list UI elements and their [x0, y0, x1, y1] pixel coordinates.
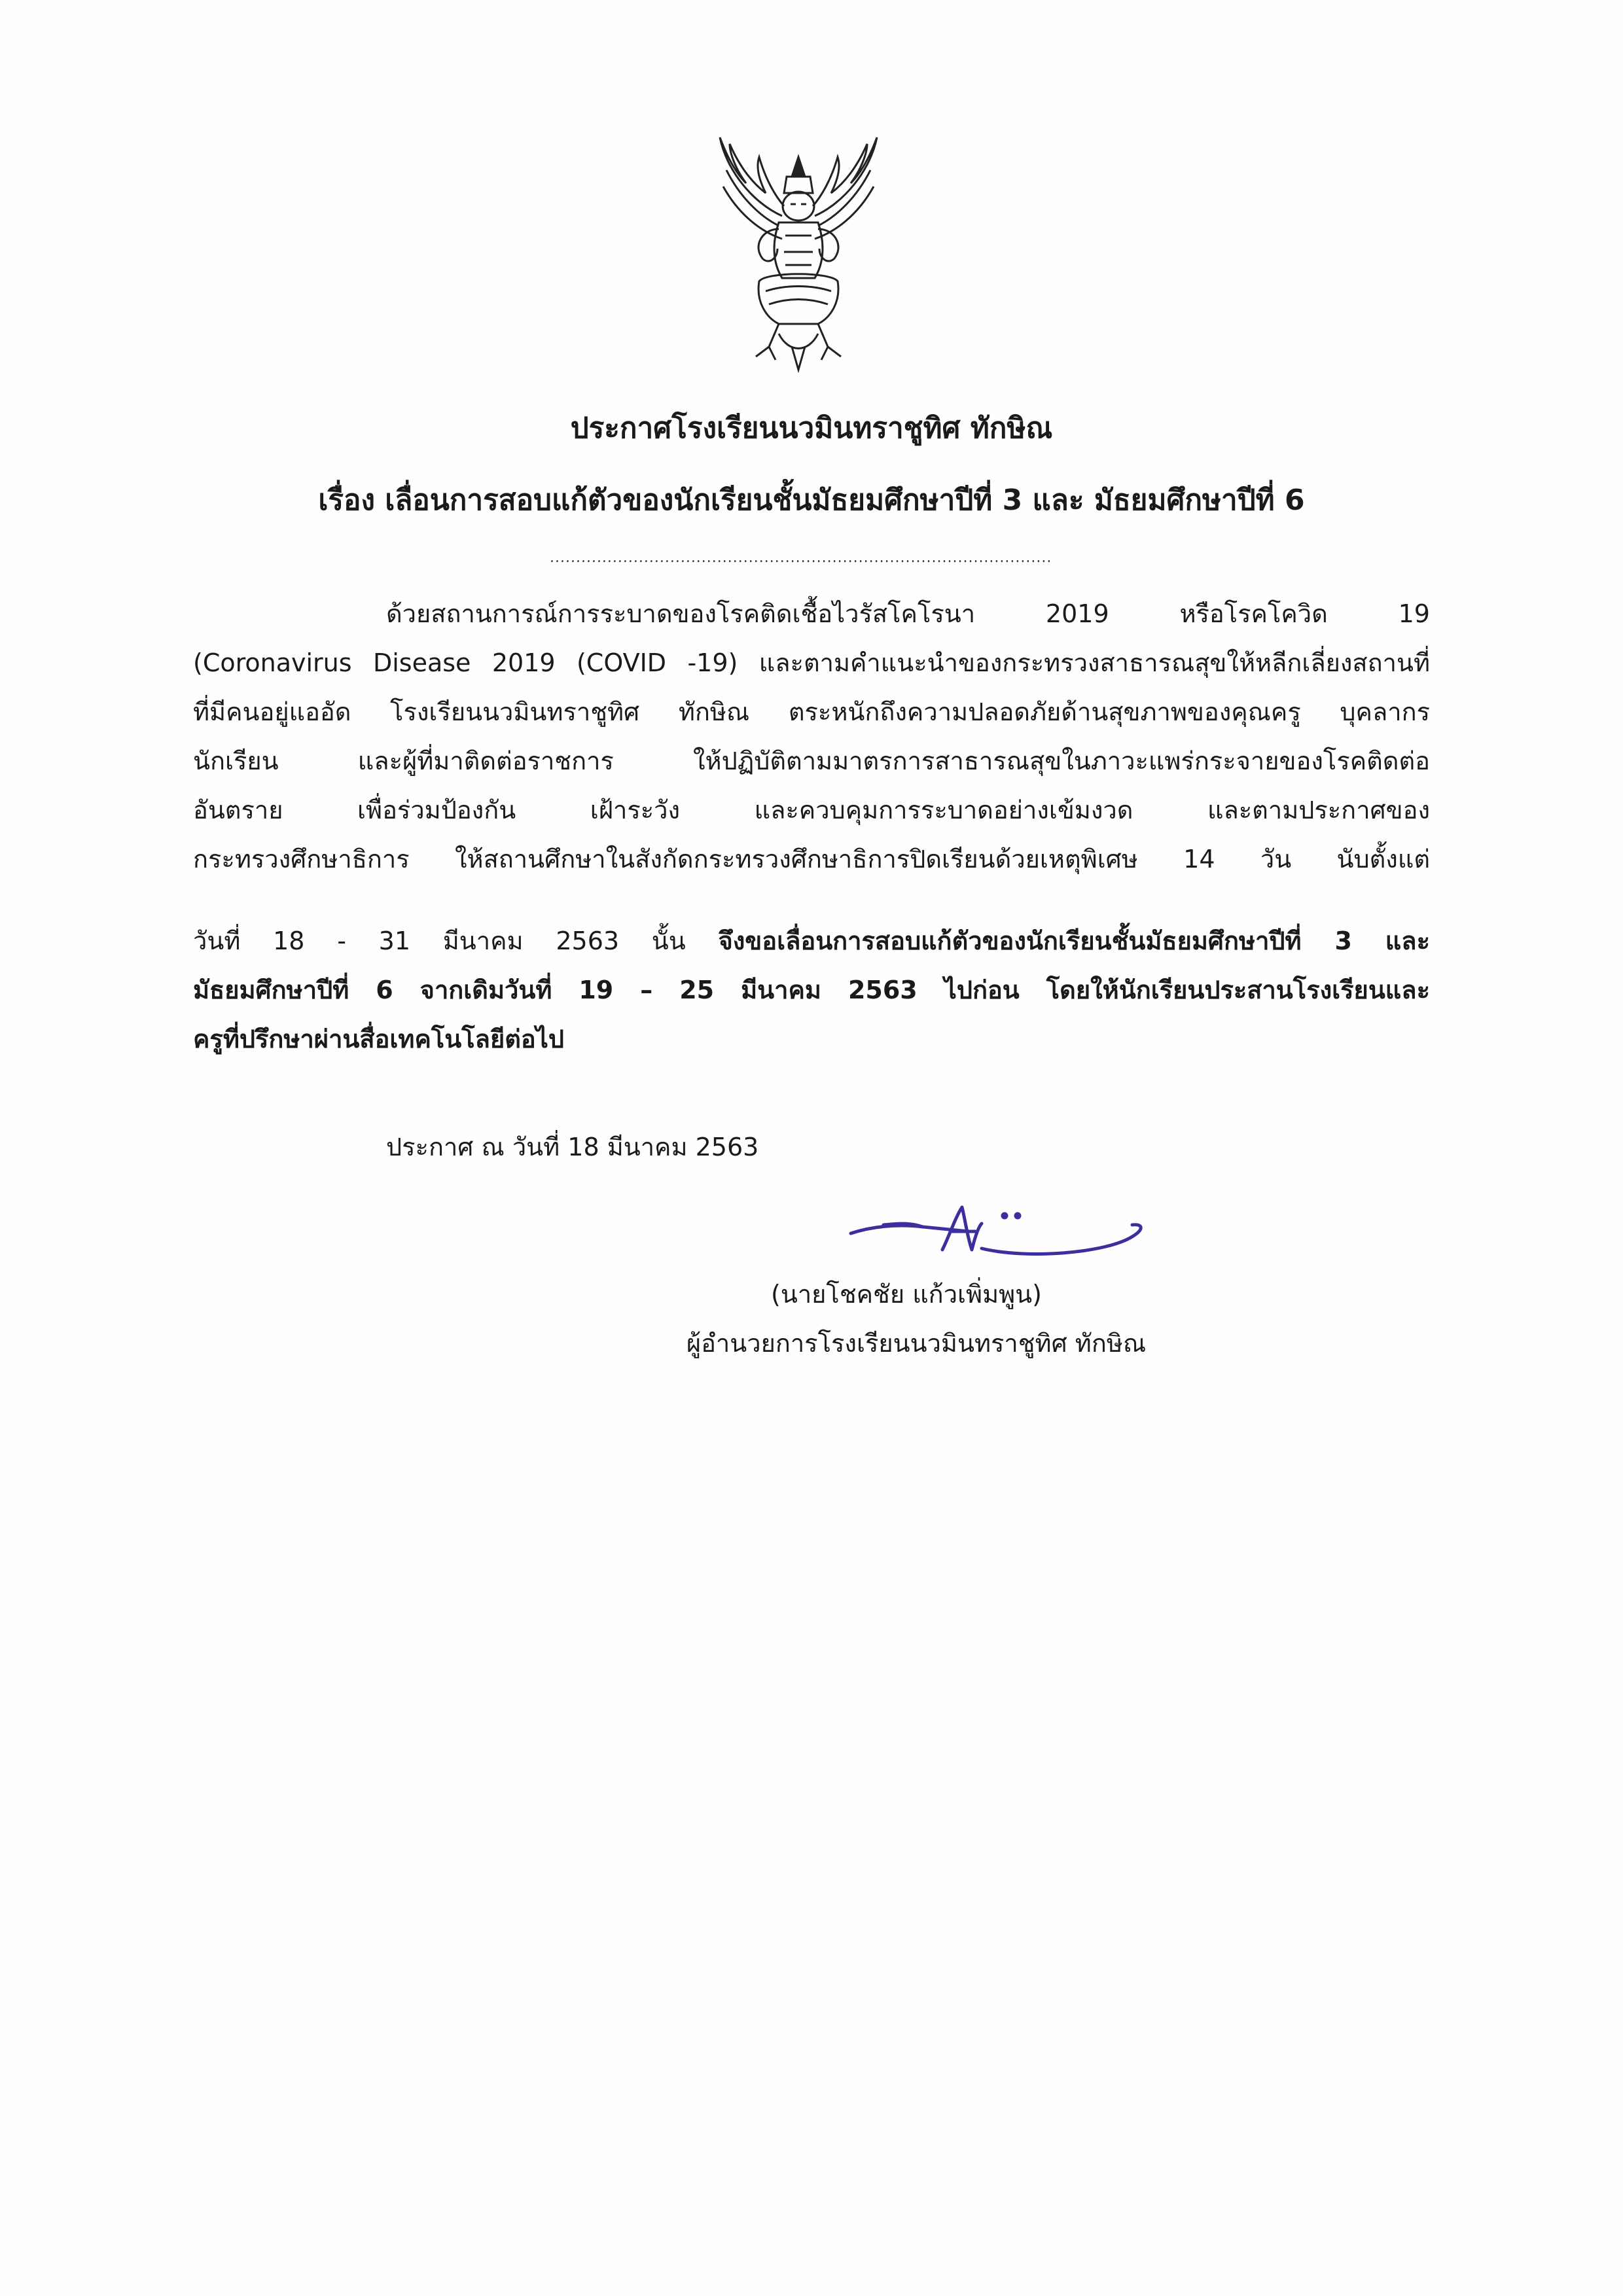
- body-line-5: อันตราย เพื่อร่วมป้องกัน เฝ้าระวัง และควบคุมการระบาดอย่างเข้มงวด และตามประกาศของ: [193, 796, 1430, 824]
- signatory-position: ผู้อำนวยการโรงเรียนนวมินทราชูทิศ ทักษิณ: [686, 1329, 1147, 1358]
- handwritten-signature: [844, 1191, 1171, 1269]
- body-line-7-bold: จึงขอเลื่อนการสอบแก้ตัวของนักเรียนชั้นมัธยมศึกษาปีที่ 3 และ: [718, 927, 1430, 955]
- body-line-2: (Coronavirus Disease 2019 (COVID -19) และตามคำแนะนำของกระทรวงสาธารณสุขให้หลีกเลี่ยงสถานที่: [193, 648, 1430, 677]
- body-line-4: นักเรียน และผู้ที่มาติดต่อราชการ ให้ปฏิบัติตามมาตรการสาธารณสุขในภาวะแพร่กระจายของโรคติดต่อ: [193, 747, 1430, 775]
- body-line-9: ครูที่ปรึกษาผ่านสื่อเทคโนโลยีต่อไป: [193, 1025, 564, 1053]
- body-line-3: ที่มีคนอยู่แออัด โรงเรียนนวมินทราชูทิศ ทักษิณ ตระหนักถึงความปลอดภัยด้านสุขภาพของคุณครู บุคลากร: [193, 698, 1430, 726]
- signatory-name: (นายโชคชัย แก้วเพิ่มพูน): [771, 1280, 1042, 1309]
- body-line-7-normal: วันที่ 18 - 31 มีนาคม 2563 นั้น: [193, 927, 719, 955]
- garuda-emblem-icon: [700, 131, 897, 373]
- announcement-subject: เรื่อง เลื่อนการสอบแก้ตัวของนักเรียนชั้นมัธยมศึกษาปีที่ 3 และ มัธยมศึกษาปีที่ 6: [318, 484, 1305, 517]
- announcement-title: ประกาศโรงเรียนนวมินทราชูทิศ ทักษิณ: [570, 412, 1053, 445]
- body-line-7: [193, 923, 1430, 959]
- body-line-1: ด้วยสถานการณ์การระบาดของโรคติดเชื้อไวรัสโคโรนา 2019 หรือโรคโควิด 19: [386, 599, 1430, 628]
- body-line-8: มัธยมศึกษาปีที่ 6 จากเดิมวันที่ 19 – 25 มีนาคม 2563 ไปก่อน โดยให้นักเรียนประสานโรงเรียนและ: [193, 976, 1430, 1004]
- body-line-6: กระทรวงศึกษาธิการ ให้สถานศึกษาในสังกัดกระทรวงศึกษาธิการปิดเรียนด้วยเหตุพิเศษ 14 วัน นับตั้งแต่: [193, 845, 1430, 874]
- dotted-separator: ................................................................................................: [550, 550, 1052, 566]
- announcement-date: ประกาศ ณ วันที่ 18 มีนาคม 2563: [386, 1133, 759, 1161]
